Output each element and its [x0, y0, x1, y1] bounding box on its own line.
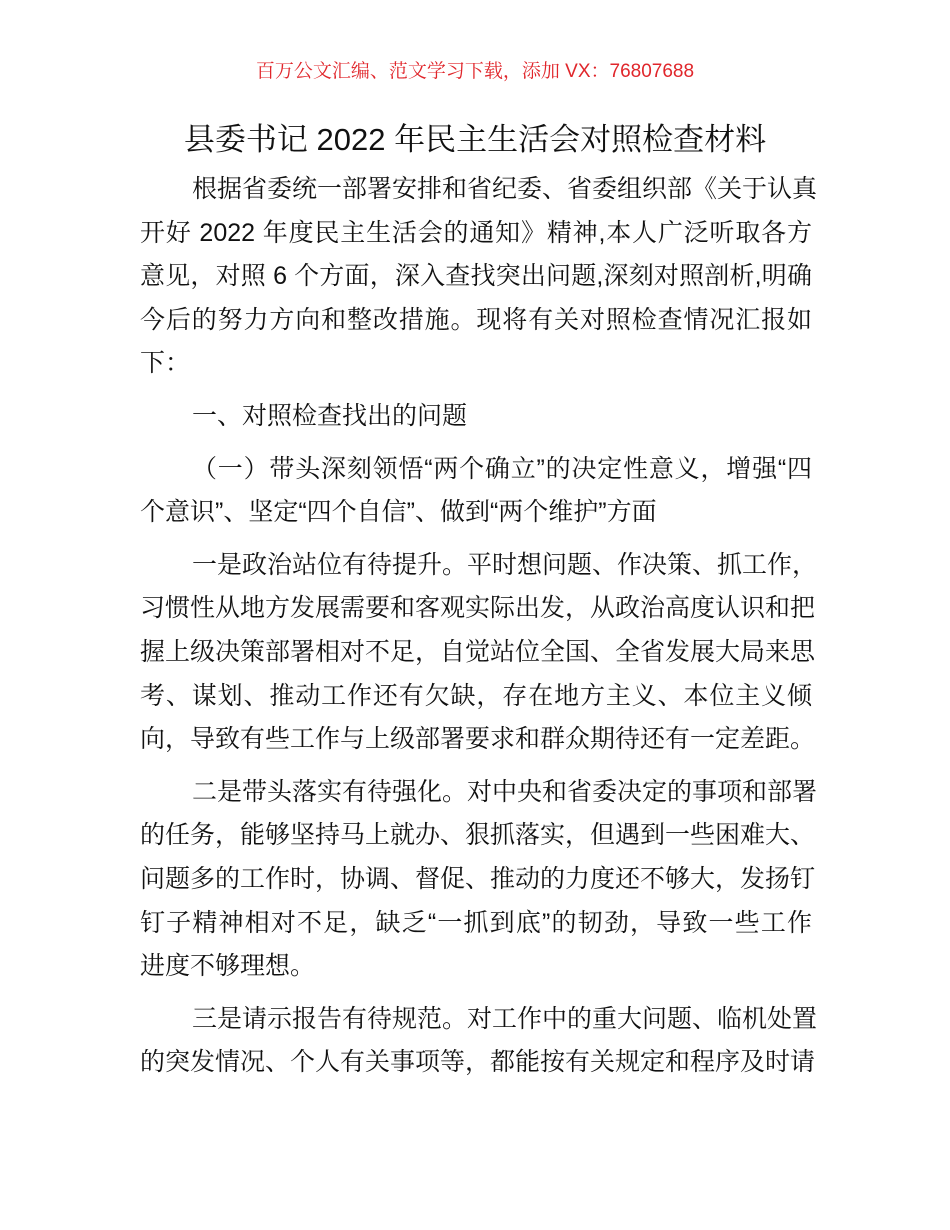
paragraph-point-3	[140, 998, 818, 1085]
text-line: 习惯性从地方发展需要和客观实际出发，从政治高度认识和把	[140, 594, 816, 623]
text-line: 一、对照检查找出的问题	[192, 401, 468, 430]
text-line: 握上级决策部署相对不足，自觉站位全国、全省发展大局来思	[140, 637, 816, 666]
paragraph-point-1	[140, 544, 818, 762]
text-line: 开好 2022 年度民主生活会的通知》精神,本人广泛听取各方	[140, 218, 812, 247]
paragraph-intro	[140, 168, 818, 386]
text-line: 根据省委统一部署安排和省纪委、省委组织部《关于认真	[192, 175, 818, 203]
text-line: 二是带头落实有待强化。对中央和省委决定的事项和部署	[192, 777, 818, 806]
text-line: （一）带头深刻领悟“两个确立”的决定性意义，增强“四	[192, 454, 812, 483]
section-heading	[140, 395, 812, 439]
text-line: 下：	[140, 349, 191, 378]
subsection-heading	[140, 448, 812, 535]
text-line: 个意识”、坚定“四个自信”、做到“两个维护”方面	[140, 498, 657, 527]
text-line: 问题多的工作时，协调、督促、推动的力度还不够大，发扬钉	[140, 864, 816, 893]
text-line: 钉子精神相对不足，缺乏“一抓到底”的韧劲，导致一些工作	[140, 908, 812, 937]
text-line: 向，导致有些工作与上级部署要求和群众期待还有一定差距。	[140, 725, 816, 754]
text-line: 考、谋划、推动工作还有欠缺，存在地方主义、本位主义倾	[140, 681, 812, 710]
document-body	[140, 168, 818, 1094]
text-line: 一是政治站位有待提升。平时想问题、作决策、抓工作，	[192, 550, 818, 579]
watermark-banner: 百万公文汇编、范文学习下载，添加 VX：76807688	[255, 61, 695, 82]
document-title: 县委书记 2022 年民主生活会对照检查材料	[183, 122, 767, 157]
text-line: 三是请示报告有待规范。对工作中的重大问题、临机处置	[192, 1004, 818, 1033]
text-line: 意见，对照 6 个方面，深入查找突出问题,深刻对照剖析,明确	[140, 262, 812, 291]
text-line: 进度不够理想。	[140, 952, 316, 981]
text-line: 的突发情况、个人有关事项等，都能按有关规定和程序及时请	[140, 1048, 816, 1077]
text-line: 今后的努力方向和整改措施。现将有关对照检查情况汇报如	[140, 305, 812, 334]
text-line: 的任务，能够坚持马上就办、狠抓落实，但遇到一些困难大、	[140, 821, 816, 850]
paragraph-point-2	[140, 771, 818, 989]
